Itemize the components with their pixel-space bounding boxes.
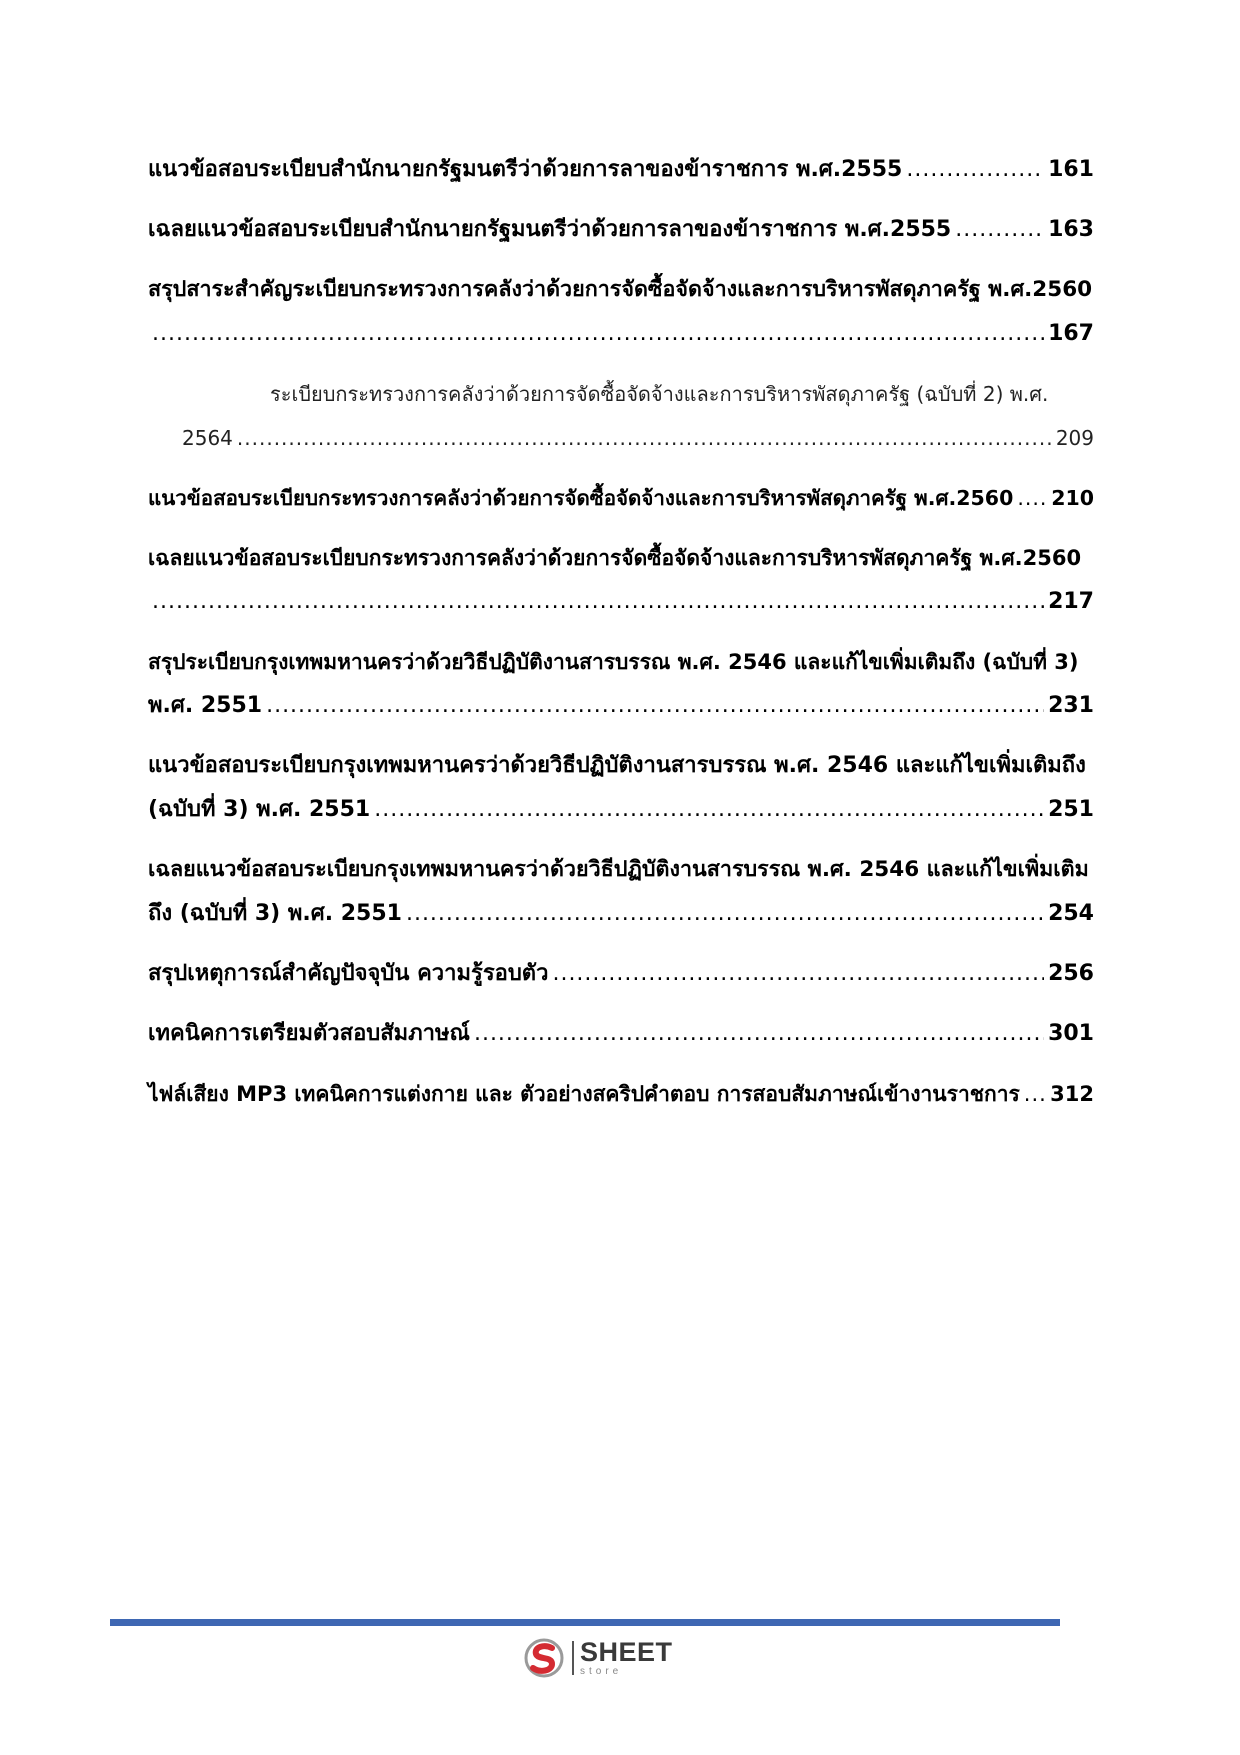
toc-entry-title: สรุปสาระสำคัญระเบียบกระทรวงการคลังว่าด้วยการจัดซื้อจัดจ้างและการบริหารพัสดุภาครัฐ พ.ศ.2560 [148, 277, 1093, 302]
toc-entry-title: สรุประเบียบกรุงเทพมหานครว่าด้วยวิธีปฏิบัติงานสารบรรณ พ.ศ. 2546 และแก้ไขเพิ่มเติมถึง (ฉบับที่ 3) [148, 650, 1079, 674]
toc-page-number: 163 [1048, 217, 1094, 242]
logo-text: SHEET [580, 1637, 673, 1667]
toc-page-number: 231 [1048, 693, 1094, 718]
toc-entry-title: สรุปเหตุการณ์สำคัญปัจจุบัน ความรู้รอบตัว [148, 961, 549, 986]
table-of-contents [148, 148, 1094, 1132]
toc-page-number: 254 [1048, 901, 1094, 926]
toc-entry[interactable] [148, 148, 1094, 192]
toc-entry-title-cont: พ.ศ. 2551 [148, 693, 263, 718]
toc-entry-title: ไฟล์เสียง MP3 เทคนิคการแต่งกาย และ ตัวอย่างสคริปคำตอบ การสอบสัมภาษณ์เข้างานราชการ [148, 1082, 1020, 1106]
toc-entry-line [148, 580, 1094, 624]
dot-leader [237, 416, 1052, 460]
logo-subtext: store [580, 1666, 623, 1677]
toc-page-number: 209 [1055, 426, 1094, 450]
toc-entry-title: เทคนิคการเตรียมตัวสอบสัมภาษณ์ [148, 1021, 470, 1046]
toc-entry-title: เฉลยแนวข้อสอบระเบียบสำนักนายกรัฐมนตรีว่าด้วยการลาของข้าราชการ พ.ศ.2555 [148, 217, 952, 242]
dot-leader [152, 312, 1044, 356]
toc-entry-line [148, 312, 1094, 356]
toc-entry[interactable] [148, 1072, 1094, 1116]
dot-leader [955, 208, 1044, 252]
toc-entry-title: แนวข้อสอบระเบียบสำนักนายกรัฐมนตรีว่าด้วยการลาของข้าราชการ พ.ศ.2555 [148, 157, 903, 182]
toc-entry-line [148, 788, 1094, 832]
logo-wordmark [580, 1639, 673, 1677]
logo-divider [572, 1641, 574, 1675]
dot-leader [152, 580, 1044, 624]
dot-leader [374, 788, 1044, 832]
toc-page-number: 217 [1048, 589, 1094, 614]
toc-page-number: 301 [1048, 1021, 1094, 1046]
toc-entry-line [148, 952, 1094, 996]
toc-entry-title-cont: ถึง (ฉบับที่ 3) พ.ศ. 2551 [148, 901, 402, 926]
toc-entry-line [148, 476, 1094, 520]
dot-leader [406, 892, 1044, 936]
toc-page-number: 256 [1048, 961, 1094, 986]
toc-entry-line [148, 892, 1094, 936]
toc-page-number: 251 [1048, 797, 1094, 822]
dot-leader [552, 952, 1044, 996]
toc-page-number: 210 [1051, 486, 1094, 510]
toc-entry[interactable] [148, 1012, 1094, 1056]
dot-leader [1017, 476, 1047, 520]
toc-entry-line [148, 1072, 1094, 1116]
sheet-store-logo-icon [522, 1636, 566, 1680]
dot-leader [1024, 1072, 1046, 1116]
toc-entry[interactable] [148, 536, 1094, 624]
dot-leader [266, 684, 1044, 728]
toc-page-number: 167 [1048, 321, 1094, 346]
toc-entry-title: เฉลยแนวข้อสอบระเบียบกระทรวงการคลังว่าด้วยการจัดซื้อจัดจ้างและการบริหารพัสดุภาครัฐ พ.ศ.2560 [148, 546, 1082, 570]
toc-entry-line [148, 148, 1094, 192]
toc-entry-title: แนวข้อสอบระเบียบกรุงเทพมหานครว่าด้วยวิธีปฏิบัติงานสารบรรณ พ.ศ. 2546 และแก้ไขเพิ่มเติมถึง [148, 753, 1086, 778]
toc-page-number: 161 [1048, 157, 1094, 182]
toc-entry-title: ระเบียบกระทรวงการคลังว่าด้วยการจัดซื้อจัดจ้างและการบริหารพัสดุภาครัฐ (ฉบับที่ 2) พ.ศ. [270, 382, 1049, 406]
sheet-store-logo [522, 1634, 673, 1682]
toc-entry-line [148, 1012, 1094, 1056]
toc-entry-title: เฉลยแนวข้อสอบระเบียบกรุงเทพมหานครว่าด้วยวิธีปฏิบัติงานสารบรรณ พ.ศ. 2546 และแก้ไขเพิ่มเติม [148, 857, 1089, 882]
dot-leader [474, 1012, 1044, 1056]
toc-entry[interactable] [148, 640, 1094, 728]
toc-entry-title-cont: 2564 [182, 426, 233, 450]
toc-entry[interactable] [148, 952, 1094, 996]
footer-rule [110, 1619, 1060, 1626]
toc-entry[interactable] [148, 268, 1094, 356]
toc-subentry[interactable] [148, 372, 1094, 460]
toc-entry-line [148, 208, 1094, 252]
toc-entry[interactable] [148, 744, 1094, 832]
toc-entry[interactable] [148, 208, 1094, 252]
toc-page-number: 312 [1050, 1082, 1094, 1106]
toc-entry[interactable] [148, 476, 1094, 520]
toc-entry-title: แนวข้อสอบระเบียบกระทรวงการคลังว่าด้วยการจัดซื้อจัดจ้างและการบริหารพัสดุภาครัฐ พ.ศ.2560 [148, 486, 1014, 510]
toc-entry-title-cont: (ฉบับที่ 3) พ.ศ. 2551 [148, 797, 371, 822]
dot-leader [906, 148, 1044, 192]
toc-entry-line [148, 416, 1094, 460]
toc-entry[interactable] [148, 848, 1094, 936]
toc-entry-line [148, 684, 1094, 728]
